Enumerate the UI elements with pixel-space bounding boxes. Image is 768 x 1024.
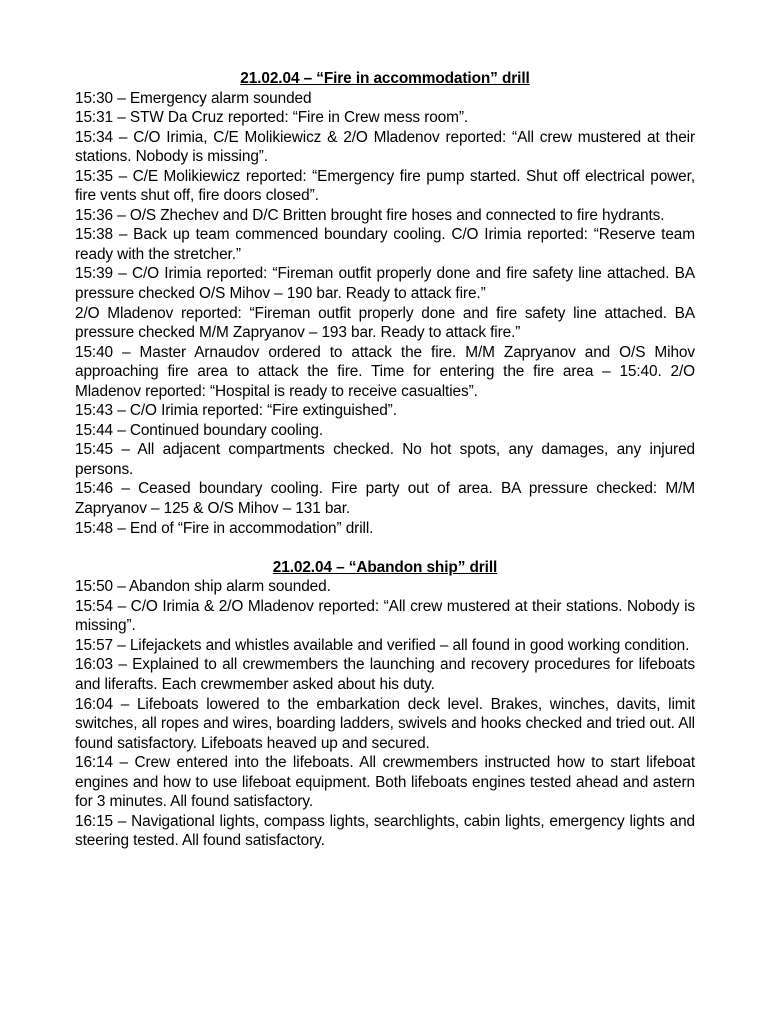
log-entry: 15:54 – C/O Irimia & 2/O Mladenov reported: “All crew mustered at their stations. Nobody is missing”. bbox=[75, 597, 695, 635]
log-entry: 15:57 – Lifejackets and whistles available and verified – all found in good working condition. bbox=[75, 636, 690, 654]
log-entry: 15:43 – C/O Irimia reported: “Fire extinguished”. bbox=[75, 402, 397, 420]
log-entry: 15:30 – Emergency alarm sounded bbox=[75, 89, 312, 107]
log-entry: 15:39 – C/O Irimia reported: “Fireman outfit properly done and fire safety line attached. BA pressure checked O/S Mihov – 190 bar. Ready to attack fire.” bbox=[75, 265, 695, 303]
document-page bbox=[75, 69, 695, 851]
abandon-ship-title: 21.02.04 – “Abandon ship” drill bbox=[272, 558, 498, 576]
log-entry: 15:50 – Abandon ship alarm sounded. bbox=[75, 578, 331, 596]
log-entry: 15:45 – All adjacent compartments checked. No hot spots, any damages, any injured persons. bbox=[75, 441, 695, 478]
log-entry: 15:36 – O/S Zhechev and D/C Britten brought fire hoses and connected to fire hydrants. bbox=[75, 206, 665, 224]
log-entry: 15:44 – Continued boundary cooling. bbox=[75, 421, 324, 439]
log-entry: 2/O Mladenov reported: “Fireman outfit properly done and fire safety line attached. BA pressure checked M/M Zapryanov – 193 bar. Ready to attack fire.” bbox=[75, 304, 695, 342]
log-entry: 15:34 – C/O Irimia, C/E Molikiewicz & 2/O Mladenov reported: “All crew mustered at their stations. Nobody is missing”. bbox=[75, 128, 695, 166]
log-entry: 15:48 – End of “Fire in accommodation” drill. bbox=[75, 519, 374, 537]
log-entry: 15:38 – Back up team commenced boundary cooling. C/O Irimia reported: “Reserve team ready with the stretcher.” bbox=[75, 226, 695, 263]
section-spacer bbox=[75, 538, 695, 558]
log-entry: 16:03 – Explained to all crewmembers the launching and recovery procedures for lifeboats and liferafts. Each crewmember asked about his duty. bbox=[75, 656, 695, 693]
log-entry: 16:14 – Crew entered into the lifeboats. All crewmembers instructed how to start lifeboat engines and how to use lifeboat equipment. Both lifeboats engines tested ahead and astern for 3 minutes. All found satisfactory. bbox=[75, 754, 695, 811]
log-entry: 15:46 – Ceased boundary cooling. Fire party out of area. BA pressure checked: M/M Zapryanov – 125 & O/S Mihov – 131 bar. bbox=[75, 480, 695, 518]
log-entry: 15:40 – Master Arnaudov ordered to attack the fire. M/M Zapryanov and O/S Mihov approaching fire area to attack the fire. Time for entering the fire area – 15:40. 2/O Mladenov reported: “Hospital is ready to receive casualties”. bbox=[75, 343, 695, 400]
log-entry: 16:04 – Lifeboats lowered to the embarkation deck level. Brakes, winches, davits, limit switches, all ropes and wires, boarding ladders, swivels and hooks checked and tried out. All found satisfactory. Lifeboats heaved up and secured. bbox=[75, 695, 695, 752]
log-entry: 15:31 – STW Da Cruz reported: “Fire in Crew mess room”. bbox=[75, 109, 469, 127]
abandon-ship-section bbox=[75, 558, 695, 851]
fire-drill-title: 21.02.04 – “Fire in accommodation” drill bbox=[240, 70, 530, 87]
fire-drill-section bbox=[75, 69, 695, 538]
log-entry: 15:35 – C/E Molikiewicz reported: “Emergency fire pump started. Shut off electrical power, fire vents shut off, fire doors closed”. bbox=[75, 167, 695, 205]
log-entry: 16:15 – Navigational lights, compass lights, searchlights, cabin lights, emergency lights and steering tested. All found satisfactory. bbox=[75, 812, 695, 850]
